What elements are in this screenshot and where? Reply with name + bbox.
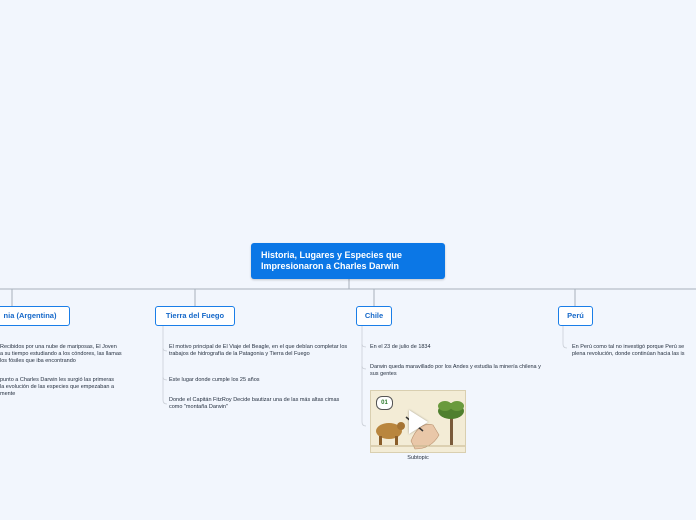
branch-peru-label: Perú bbox=[567, 311, 584, 320]
video-thumbnail[interactable] bbox=[370, 390, 466, 453]
badge-01: 01 bbox=[376, 396, 393, 410]
subtopic-tierra-del-fuego-1[interactable]: El motivo principal de El Viaje del Beagle, en el que debían completar los trabajos de hidrografía de la Patagonia y Tierra del Fuego bbox=[169, 344, 348, 357]
play-icon[interactable] bbox=[409, 410, 428, 434]
subtopic-peru-1[interactable]: En Perú como tal no investigó porque Perú se plena revolución, donde continúan hacia las is bbox=[572, 344, 685, 357]
branch-argentina-label: nia (Argentina) bbox=[3, 311, 57, 320]
central-topic-title: Historia, Lugares y Especies que Impresionaron a Charles Darwin bbox=[261, 250, 403, 271]
subtopic-chile-2[interactable]: Darwin queda maravillado por los Andes y estudia la minería chilena y sus gentes bbox=[370, 364, 541, 377]
branch-chile[interactable] bbox=[356, 306, 392, 326]
subtopic-chile-1[interactable]: En el 23 de julio de 1834 bbox=[370, 344, 431, 350]
branch-tierra-del-fuego-label: Tierra del Fuego bbox=[165, 311, 225, 320]
subtopic-tierra-del-fuego-2[interactable]: Este lugar donde cumple los 25 años bbox=[169, 377, 260, 383]
central-topic[interactable] bbox=[251, 243, 445, 279]
video-caption: Subtopic bbox=[407, 455, 429, 461]
subtopic-argentina-1[interactable]: Recibidos por una nube de mariposas, El Joven a su tiempo estudiando a los cóndores, las llamas los fósiles que iba encontrando bbox=[0, 344, 122, 364]
branch-argentina[interactable] bbox=[0, 306, 70, 326]
subtopic-argentina-2[interactable]: punto a Charles Darwin les surgió las primeras la evolución de las especies que empezaban a mente bbox=[0, 377, 115, 397]
branch-tierra-del-fuego[interactable] bbox=[155, 306, 235, 326]
branch-peru[interactable] bbox=[558, 306, 593, 326]
branch-chile-label: Chile bbox=[364, 311, 384, 320]
subtopic-tierra-del-fuego-3[interactable]: Donde el Capitán FitzRoy Decide bautizar una de las más altas cimas como "montaña Darwin" bbox=[169, 397, 340, 410]
